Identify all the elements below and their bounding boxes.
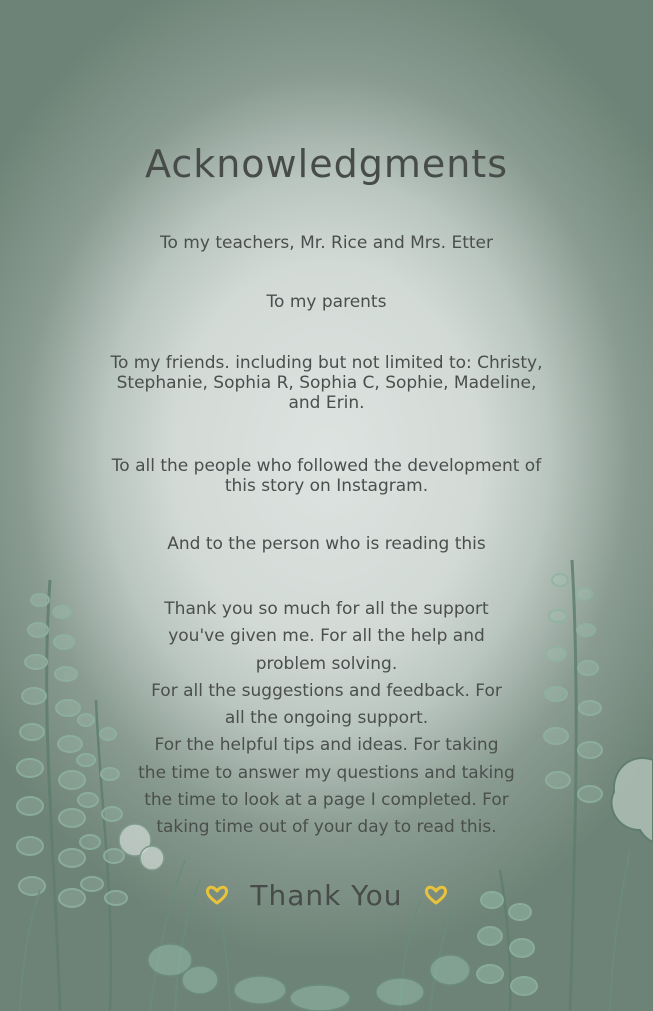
thanks-line: the time to look at a page I completed. For [144, 790, 509, 811]
thanks-line: all the ongoing support. [224, 708, 429, 729]
thanks-line: Thank you so much for all the support [164, 599, 489, 619]
thanks-line: problem solving. [255, 653, 398, 674]
parents-dedication: To my parents [266, 292, 387, 312]
thank-you-text: Thank You [250, 878, 403, 912]
thanks-line: the time to answer my questions and taking [138, 762, 515, 783]
page-title: Acknowledgments [145, 142, 508, 186]
heart-icon [204, 884, 230, 906]
thanks-line: For the helpful tips and ideas. For taking [154, 735, 499, 756]
teachers-dedication: To my teachers, Mr. Rice and Mrs. Etter [160, 233, 493, 253]
friends-dedication: To my friends. including but not limited to: Christy, Stephanie, Sophia R, Sophia C, Sophie, Madeline, and Erin. [110, 353, 543, 413]
instagram-dedication: To all the people who followed the development of this story on Instagram. [111, 456, 542, 496]
heart-icon [423, 884, 449, 906]
thanks-line: For all the suggestions and feedback. For [151, 680, 502, 701]
closing-row [0, 872, 653, 918]
thanks-paragraph [120, 596, 533, 842]
thanks-line: taking time out of your day to read this. [156, 817, 497, 838]
thanks-line: you've given me. For all the help and [168, 626, 485, 647]
reader-dedication: And to the person who is reading this [167, 534, 486, 554]
